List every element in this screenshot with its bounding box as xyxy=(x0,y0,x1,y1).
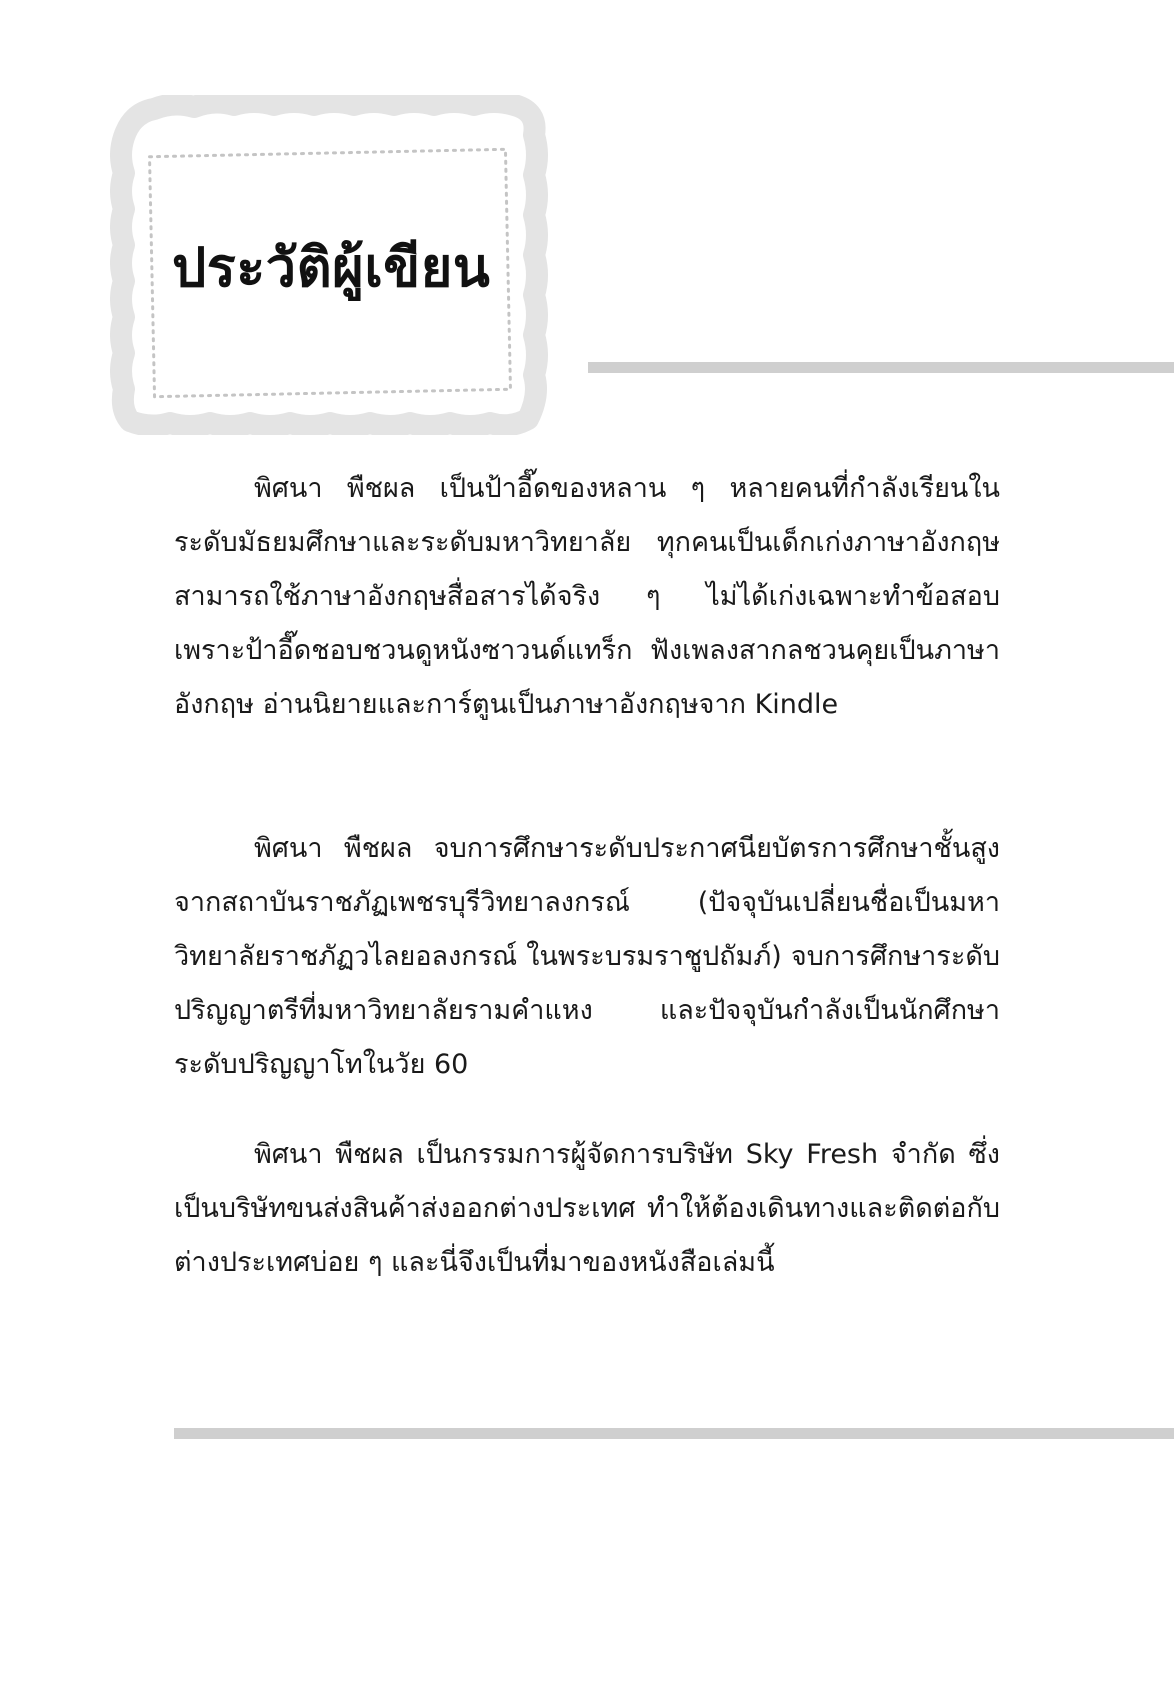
biography-paragraph: พิศนา พืชผล เป็นกรรมการผู้จัดการบริษัท Sky Fresh จำกัด ซึ่งเป็นบริษัทขนส่งสินค้าส่งออกต่างประเทศ ทำให้ต้องเดินทางและติดต่อกับต่างประเทศบ่อย ๆ และนี่จึงเป็นที่มาของหนังสือเล่มนี้ xyxy=(174,1139,1000,1278)
biography-paragraph: พิศนา พืชผล เป็นป้าอี๊ดของหลาน ๆ หลายคนที่กำลังเรียนในระดับมัธยมศึกษาและระดับมหาวิทยาลัย ทุกคนเป็นเด็กเก่งภาษาอังกฤษ สามารถใช้ภาษาอังกฤษสื่อสารได้จริง ๆ ไม่ได้เก่งเฉพาะทำข้อสอบ เพราะป้าอี๊ดชอบชวนดูหนังซาวนด์แทร็ก ฟังเพลงสากลชวนคุยเป็นภาษาอังกฤษ อ่านนิยายและการ์ตูนเป็นภาษาอังกฤษจาก Kindle xyxy=(174,473,1000,720)
page-title: ประวัติผู้เขียน xyxy=(172,236,491,299)
biography-body xyxy=(174,462,1000,1324)
header-divider xyxy=(588,362,1174,373)
biography-paragraph: พิศนา พืชผล จบการศึกษาระดับประกาศนียบัตรการศึกษาชั้นสูง จากสถาบันราชภัฏเพชรบุรีวิทยาลงกรณ์ (ปัจจุบันเปลี่ยนชื่อเป็นมหาวิทยาลัยราชภัฏวไลยอลงกรณ์ ในพระบรมราชูปถัมภ์) จบการศึกษาระดับปริญญาตรีที่มหาวิทยาลัยรามคำแหง และปัจจุบันกำลังเป็นนักศึกษาระดับปริญญาโทในวัย 60 xyxy=(174,833,1000,1080)
footer-divider xyxy=(174,1428,1174,1439)
